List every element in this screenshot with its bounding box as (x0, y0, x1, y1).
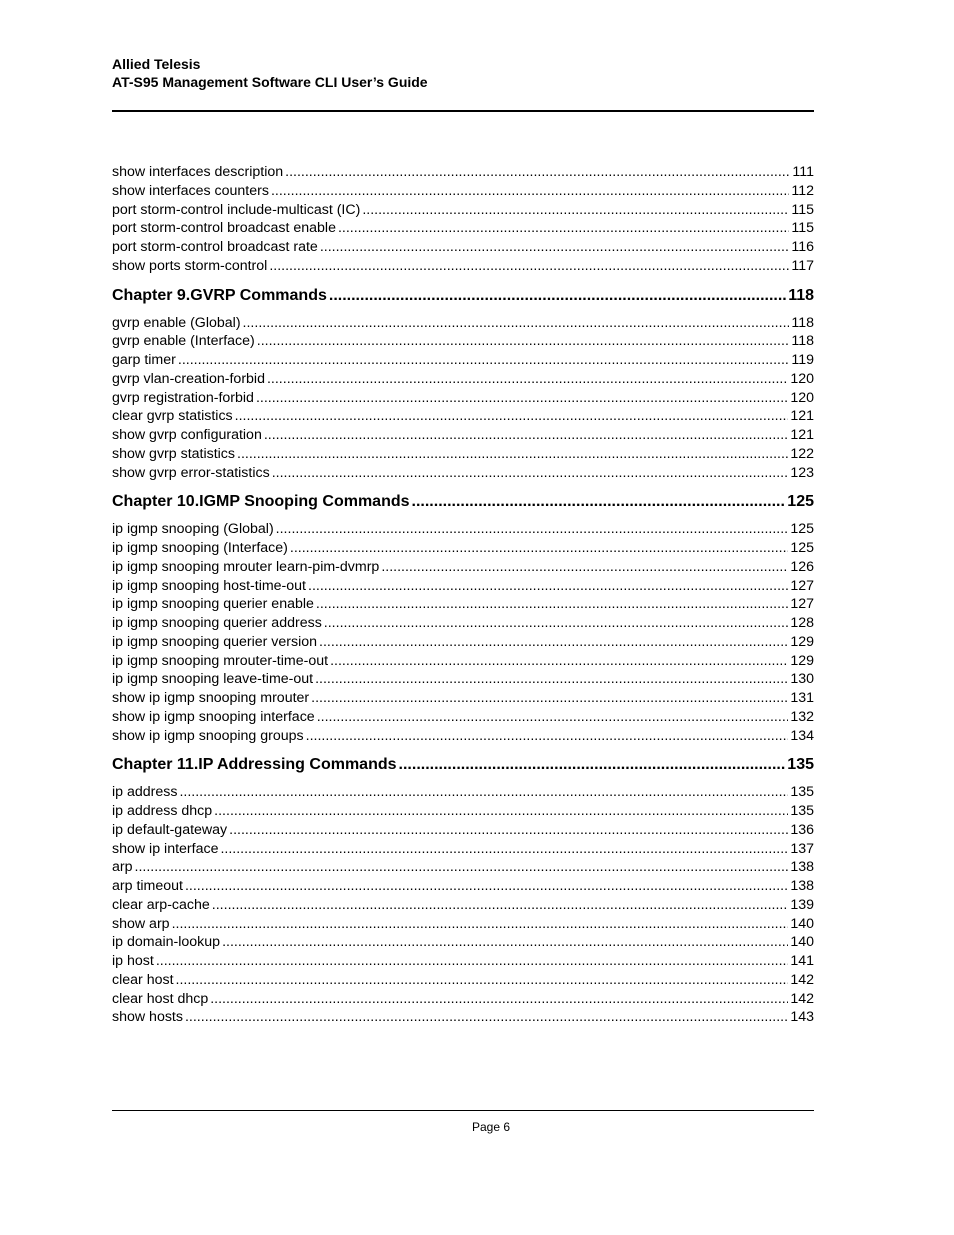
entry-page-number: 127 (790, 577, 814, 594)
entry-title: port storm-control include-multicast (IC) (112, 201, 361, 218)
entry-title: ip igmp snooping querier version (112, 633, 318, 650)
entry-title: garp timer (112, 352, 176, 368)
toc-entry[interactable] (112, 595, 814, 614)
dot-leader (320, 238, 790, 257)
toc-entry[interactable] (112, 783, 814, 802)
toc-entry[interactable] (112, 464, 814, 483)
entry-page-number: 127 (790, 596, 814, 613)
toc-entry[interactable] (112, 445, 814, 464)
dot-leader (399, 755, 786, 775)
toc-entry[interactable] (112, 821, 814, 840)
table-of-contents (112, 163, 814, 1027)
entry-title: show interfaces counters (112, 182, 269, 199)
dot-leader (285, 163, 790, 182)
dot-leader (319, 633, 788, 652)
chapter-page-number: 125 (787, 493, 814, 511)
entry-page-number: 135 (790, 803, 814, 819)
entry-page-number: 140 (790, 934, 814, 951)
dot-leader (306, 727, 789, 746)
dot-leader (220, 840, 788, 859)
entry-title: ip igmp snooping leave-time-out (112, 671, 314, 688)
entry-page-number: 115 (791, 220, 814, 237)
entry-page-number: 118 (791, 314, 814, 331)
entry-page-number: 121 (790, 408, 814, 425)
dot-leader (257, 332, 790, 351)
dot-leader (338, 219, 789, 238)
toc-entry[interactable] (112, 182, 814, 201)
document-title: AT-S95 Management Software CLI User’s Guide (112, 74, 428, 90)
running-header (112, 55, 428, 91)
dot-leader (229, 821, 788, 840)
dot-leader (243, 314, 790, 333)
dot-leader (381, 558, 788, 577)
entry-title: show gvrp error-statistics (112, 464, 270, 481)
toc-section (112, 755, 814, 1027)
dot-leader (316, 595, 788, 614)
toc-entry[interactable] (112, 1008, 814, 1027)
toc-entry[interactable] (112, 257, 814, 276)
entry-title: show ip interface (112, 840, 219, 857)
entry-title: gvrp registration-forbid (112, 389, 254, 406)
toc-entry[interactable] (112, 389, 814, 408)
toc-entry[interactable] (112, 332, 814, 351)
toc-chapter-heading[interactable] (112, 492, 814, 512)
entry-title: show ip igmp snooping interface (112, 708, 315, 725)
toc-entry[interactable] (112, 614, 814, 633)
entry-title: clear host dhcp (112, 990, 209, 1007)
entry-title: ip igmp snooping (Global) (112, 521, 274, 538)
toc-entry[interactable] (112, 971, 814, 990)
entry-title: ip igmp snooping querier address (112, 615, 322, 631)
entry-title: port storm-control broadcast enable (112, 220, 336, 237)
dot-leader (214, 802, 788, 821)
entry-page-number: 117 (791, 257, 814, 274)
entry-page-number: 139 (790, 896, 814, 913)
dot-leader (210, 990, 788, 1009)
toc-entry[interactable] (112, 689, 814, 708)
dot-leader (176, 971, 789, 990)
toc-entry[interactable] (112, 539, 814, 558)
entry-title: ip address dhcp (112, 803, 213, 819)
dot-leader (235, 407, 789, 426)
entry-page-number: 126 (790, 558, 814, 575)
dot-leader (156, 952, 789, 971)
entry-title: ip default-gateway (112, 821, 228, 838)
toc-entry[interactable] (112, 163, 814, 182)
entry-page-number: 129 (790, 633, 814, 650)
dot-leader (324, 614, 789, 633)
toc-entry[interactable] (112, 577, 814, 596)
toc-entry[interactable] (112, 219, 814, 238)
dot-leader (222, 933, 788, 952)
entry-title: arp (112, 859, 133, 876)
entry-page-number: 116 (791, 239, 814, 255)
entry-page-number: 118 (791, 333, 814, 350)
entry-page-number: 143 (790, 1009, 814, 1026)
entry-page-number: 120 (790, 370, 814, 387)
entry-page-number: 134 (790, 727, 814, 744)
toc-entry[interactable] (112, 877, 814, 896)
entry-page-number: 121 (790, 427, 814, 443)
toc-entry[interactable] (112, 727, 814, 746)
chapter-page-number: 118 (788, 286, 814, 304)
entry-title: arp timeout (112, 878, 183, 894)
toc-entry[interactable] (112, 802, 814, 821)
dot-leader (272, 464, 789, 483)
entry-page-number: 129 (790, 652, 814, 669)
entry-title: ip domain-lookup (112, 934, 221, 951)
entry-page-number: 125 (790, 540, 814, 556)
page-number: Page 6 (471, 1120, 511, 1134)
dot-leader (271, 182, 789, 201)
toc-chapter-heading[interactable] (112, 286, 814, 306)
toc-section (112, 163, 814, 276)
entry-title: show ip igmp snooping mrouter (112, 690, 310, 706)
chapter-page-number: 135 (787, 756, 814, 774)
entry-page-number: 131 (790, 690, 814, 706)
entry-page-number: 130 (790, 671, 814, 688)
dot-leader (276, 520, 789, 539)
toc-entry[interactable] (112, 652, 814, 671)
entry-title: show ip igmp snooping groups (112, 727, 304, 744)
toc-entry[interactable] (112, 708, 814, 727)
dot-leader (256, 389, 788, 408)
dot-leader (172, 915, 789, 934)
header-rule (112, 110, 814, 112)
entry-page-number: 140 (790, 915, 814, 932)
toc-entry[interactable] (112, 858, 814, 877)
entry-page-number: 115 (791, 201, 814, 218)
toc-entry[interactable] (112, 558, 814, 577)
toc-entry[interactable] (112, 201, 814, 220)
toc-section (112, 286, 814, 483)
toc-entry[interactable] (112, 670, 814, 689)
dot-leader (269, 257, 789, 276)
entry-title: clear host (112, 971, 174, 988)
toc-entry[interactable] (112, 314, 814, 333)
dot-leader (311, 689, 788, 708)
dot-leader (330, 652, 788, 671)
chapter-title: Chapter 11.IP Addressing Commands (112, 756, 397, 774)
entry-title: clear gvrp statistics (112, 408, 233, 425)
entry-page-number: 138 (790, 859, 814, 876)
toc-chapter-heading[interactable] (112, 755, 814, 775)
toc-entry[interactable] (112, 407, 814, 426)
dot-leader (185, 877, 788, 896)
entry-page-number: 136 (790, 821, 814, 838)
toc-entry[interactable] (112, 896, 814, 915)
dot-leader (362, 201, 789, 220)
chapter-title: Chapter 9.GVRP Commands (112, 286, 327, 304)
entry-title: clear arp-cache (112, 896, 210, 913)
entry-page-number: 112 (791, 182, 814, 199)
chapter-title: Chapter 10.IGMP Snooping Commands (112, 493, 410, 511)
entry-page-number: 125 (790, 521, 814, 538)
toc-entry[interactable] (112, 426, 814, 445)
dot-leader (179, 783, 788, 802)
entry-page-number: 132 (790, 708, 814, 725)
entry-title: ip igmp snooping host-time-out (112, 577, 306, 594)
toc-entry[interactable] (112, 933, 814, 952)
dot-leader (412, 492, 786, 512)
entry-title: gvrp vlan-creation-forbid (112, 370, 265, 387)
entry-page-number: 137 (790, 840, 814, 857)
entry-title: show interfaces description (112, 164, 284, 180)
toc-entry[interactable] (112, 915, 814, 934)
dot-leader (290, 539, 788, 558)
page-footer (0, 1120, 954, 1134)
entry-page-number: 122 (790, 445, 814, 462)
entry-title: show ports storm-control (112, 257, 268, 274)
toc-entry[interactable] (112, 351, 814, 370)
entry-page-number: 123 (790, 464, 814, 481)
toc-entry[interactable] (112, 520, 814, 539)
toc-section (112, 492, 814, 745)
entry-page-number: 141 (790, 953, 814, 969)
entry-title: gvrp enable (Global) (112, 314, 241, 331)
toc-entry[interactable] (112, 840, 814, 859)
toc-entry[interactable] (112, 990, 814, 1009)
toc-entry[interactable] (112, 238, 814, 257)
entry-title: ip address (112, 784, 178, 801)
toc-entry[interactable] (112, 952, 814, 971)
entry-title: ip igmp snooping mrouter-time-out (112, 652, 329, 669)
dot-leader (317, 708, 789, 727)
dot-leader (308, 577, 788, 596)
entry-title: show arp (112, 915, 170, 932)
dot-leader (135, 858, 789, 877)
entry-title: ip host (112, 953, 154, 969)
entry-page-number: 111 (792, 164, 814, 180)
dot-leader (267, 370, 788, 389)
entry-page-number: 142 (790, 971, 814, 988)
entry-title: show hosts (112, 1009, 183, 1026)
dot-leader (264, 426, 788, 445)
entry-title: gvrp enable (Interface) (112, 333, 255, 350)
entry-title: ip igmp snooping querier enable (112, 596, 314, 613)
toc-entry[interactable] (112, 633, 814, 652)
dot-leader (212, 896, 789, 915)
toc-entry[interactable] (112, 370, 814, 389)
entry-page-number: 138 (790, 878, 814, 894)
entry-title: port storm-control broadcast rate (112, 239, 318, 255)
dot-leader (315, 670, 788, 689)
footer-rule (112, 1110, 814, 1111)
entry-title: ip igmp snooping (Interface) (112, 540, 288, 556)
company-name: Allied Telesis (112, 56, 201, 72)
entry-page-number: 142 (790, 990, 814, 1007)
dot-leader (237, 445, 788, 464)
dot-leader (185, 1008, 788, 1027)
entry-page-number: 128 (790, 615, 814, 631)
entry-title: show gvrp statistics (112, 445, 235, 462)
entry-page-number: 135 (790, 784, 814, 801)
dot-leader (178, 351, 790, 370)
dot-leader (329, 286, 786, 306)
entry-page-number: 120 (790, 389, 814, 406)
entry-title: ip igmp snooping mrouter learn-pim-dvmrp (112, 558, 380, 575)
entry-title: show gvrp configuration (112, 427, 262, 443)
entry-page-number: 119 (791, 352, 814, 368)
